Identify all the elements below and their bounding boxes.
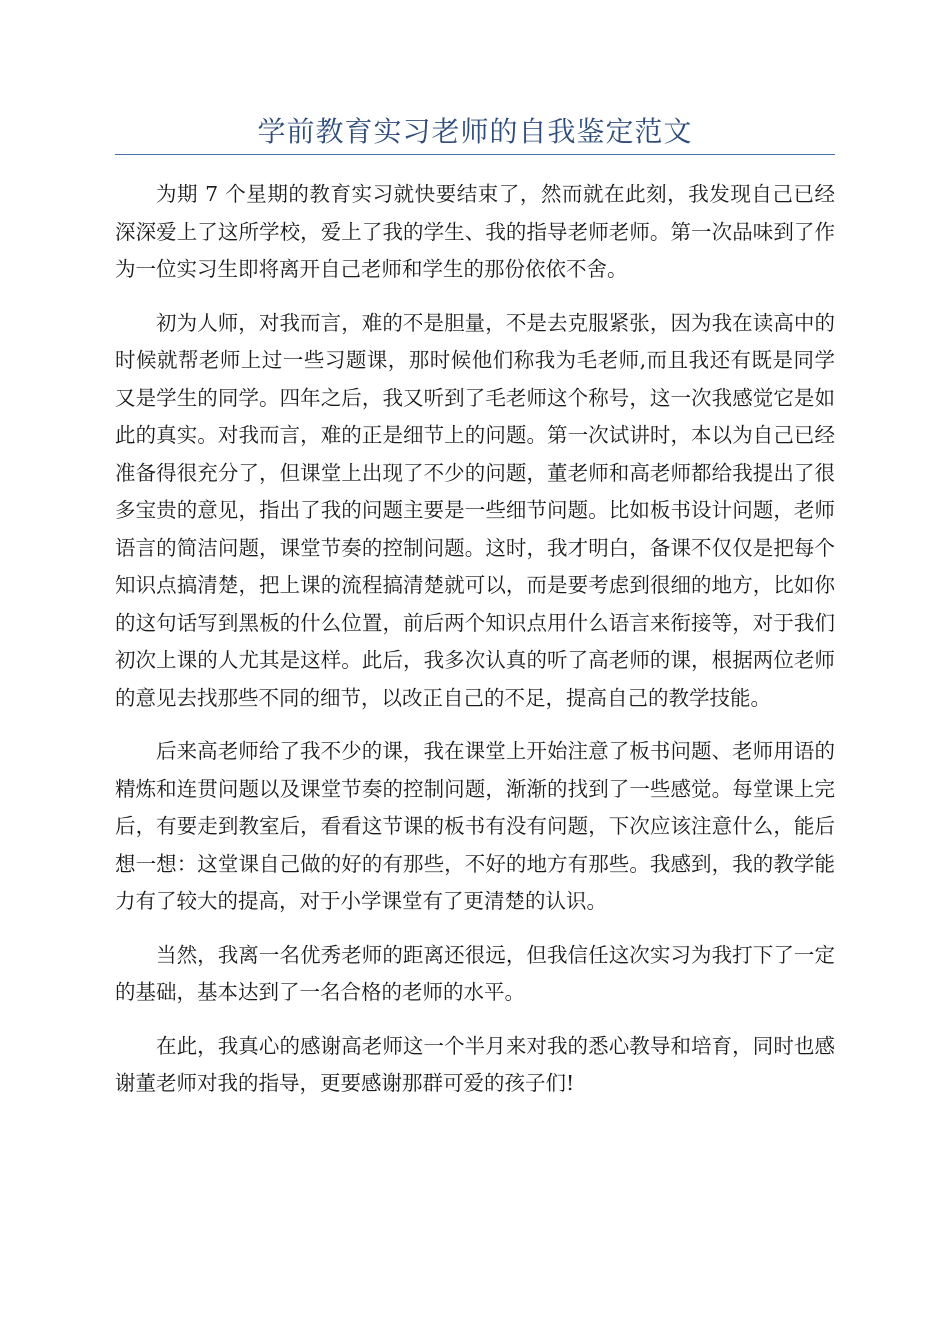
title-underline	[115, 154, 835, 155]
document-body	[115, 176, 835, 1119]
paragraph-5: 在此，我真心的感谢高老师这一个半月来对我的悉心教导和培育，同时也感谢董老师对我的指导，更要感谢那群可爱的孩子们!	[115, 1033, 835, 1095]
document-title: 学前教育实习老师的自我鉴定范文	[257, 115, 693, 148]
paragraph-1: 为期 7 个星期的教育实习就快要结束了，然而就在此刻，我发现自己已经深深爱上了这所学校，爱上了我的学生、我的指导老师老师。第一次品味到了作为一位实习生即将离开自己老师和学生的那份依依不舍。	[115, 182, 835, 281]
paragraph-4: 当然，我离一名优秀老师的距离还很远，但我信任这次实习为我打下了一定的基础，基本达到了一名合格的老师的水平。	[115, 942, 835, 1004]
paragraph-2: 初为人师，对我而言，难的不是胆量，不是去克服紧张，因为我在读高中的时候就帮老师上过一些习题课，那时候他们称我为毛老师,而且我还有既是同学又是学生的同学。四年之后，我又听到了毛老师这个称号，这一次我感觉它是如此的真实。对我而言，难的正是细节上的问题。第一次试讲时，本以为自己已经准备得很充分了，但课堂上出现了不少的问题，董老师和高老师都给我提出了很多宝贵的意见，指出了我的问题主要是一些细节问题。比如板书设计问题，老师语言的简洁问题，课堂节奏的控制问题。这时，我才明白，备课不仅仅是把每个知识点搞清楚，把上课的流程搞清楚就可以，而是要考虑到很细的地方，比如你的这句话写到黑板的什么位置，前后两个知识点用什么语言来衔接等，对于我们初次上课的人尤其是这样。此后，我多次认真的听了高老师的课，根据两位老师的意见去找那些不同的细节，以改正自己的不足，提高自己的教学技能。	[115, 310, 835, 710]
paragraph-3: 后来高老师给了我不少的课，我在课堂上开始注意了板书问题、老师用语的精炼和连贯问题以及课堂节奏的控制问题，渐渐的找到了一些感觉。每堂课上完后，有要走到教室后，看看这节课的板书有没有问题，下次应该注意什么，能后想一想：这堂课自己做的好的有那些，不好的地方有那些。我感到，我的教学能力有了较大的提高，对于小学课堂有了更清楚的认识。	[115, 739, 835, 913]
